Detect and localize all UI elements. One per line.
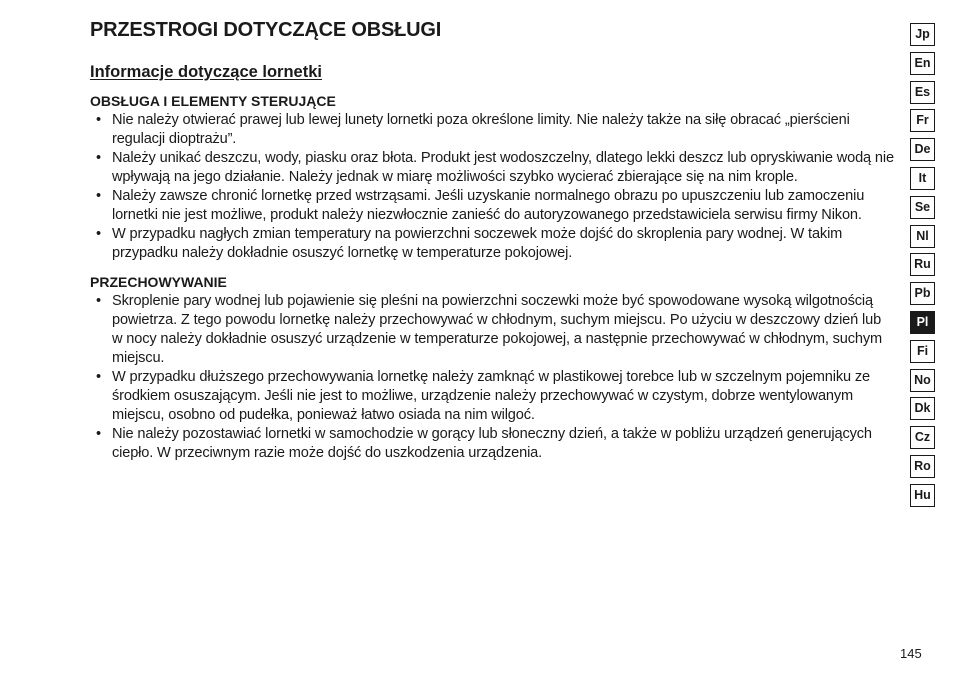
section-heading-storage: PRZECHOWYWANIE	[90, 274, 227, 290]
list-item-text: W przypadku nagłych zmian temperatury na powierzchni soczewek może dojść do skroplenia pary wodnej. W takim przypadku należy dokładnie osuszyć lornetkę w temperaturze pokojowej.	[112, 226, 843, 261]
list-item	[90, 149, 895, 187]
lang-tab-de[interactable]: De	[910, 138, 935, 161]
list-item-text: Należy zawsze chronić lornetkę przed wstrząsami. Jeśli uzyskanie normalnego obrazu po upuszczeniu lub zamoczeniu lornetki nie jest możliwe, produkt należy niezwłocznie zanieść do autoryzowanego przedstawiciela serwisu firmy Nikon.	[112, 188, 865, 223]
list-item-text: Należy unikać deszczu, wody, piasku oraz błota. Produkt jest wodoszczelny, dlatego lekki deszcz lub opryskiwanie wodą nie wpływają na jego działanie. Należy jednak w miarę możliwości szybko wycierać zbierające się na nim krople.	[112, 150, 894, 185]
bullet-icon: •	[96, 426, 101, 442]
bullet-icon: •	[96, 226, 101, 242]
lang-tab-pb[interactable]: Pb	[910, 282, 935, 305]
lang-tab-ru[interactable]: Ru	[910, 253, 935, 276]
lang-tab-hu[interactable]: Hu	[910, 484, 935, 507]
lang-tab-pl[interactable]: Pl	[910, 311, 935, 334]
lang-tab-fr[interactable]: Fr	[910, 109, 935, 132]
lang-tab-nl[interactable]: Nl	[910, 225, 935, 248]
list-item	[90, 425, 895, 463]
list-item-text: Skroplenie pary wodnej lub pojawienie się pleśni na powierzchni soczewki może być spowodowane wysoką wilgotnością powietrza. Z tego powodu lornetkę należy przechowywać w chłodnym, suchym miejscu. Po użyciu w deszczowy dzień lub w nocy należy dokładnie osuszyć urządzenie w temperaturze pokojowej, a następnie przechowywać w chłodnym, suchym miejscu.	[112, 293, 883, 366]
bullet-icon: •	[96, 112, 101, 128]
page-number: 145	[900, 646, 922, 661]
handling-list	[90, 111, 895, 263]
bullet-icon: •	[96, 369, 101, 385]
lang-tab-no[interactable]: No	[910, 369, 935, 392]
list-item-text: W przypadku dłuższego przechowywania lornetkę należy zamknąć w plastikowej torebce lub w szczelnym pojemniku ze środkiem osuszającym. Jeśli nie jest to możliwe, urządzenie należy przechowywać w czystym, dobrze wentylowanym miejscu, osobno od pudełka, ponieważ łatwo osiada na nim wilgoć.	[112, 369, 870, 423]
list-item	[90, 187, 895, 225]
bullet-icon: •	[96, 150, 101, 166]
lang-tab-it[interactable]: It	[910, 167, 935, 190]
bullet-icon: •	[96, 293, 101, 309]
list-item-text: Nie należy pozostawiać lornetki w samochodzie w gorący lub słoneczny dzień, a także w pobliżu urządzeń generujących ciepło. W przeciwnym razie może dojść do uszkodzenia urządzenia.	[112, 426, 872, 461]
list-item	[90, 292, 895, 368]
lang-tab-se[interactable]: Se	[910, 196, 935, 219]
language-tabs	[910, 23, 935, 513]
list-item	[90, 111, 895, 149]
lang-tab-fi[interactable]: Fi	[910, 340, 935, 363]
document-body	[90, 92, 895, 463]
subsection-title: Informacje dotyczące lornetki	[90, 63, 322, 81]
lang-tab-es[interactable]: Es	[910, 81, 935, 104]
lang-tab-ro[interactable]: Ro	[910, 455, 935, 478]
storage-list	[90, 292, 895, 463]
list-item	[90, 368, 895, 425]
lang-tab-jp[interactable]: Jp	[910, 23, 935, 46]
lang-tab-cz[interactable]: Cz	[910, 426, 935, 449]
lang-tab-en[interactable]: En	[910, 52, 935, 75]
list-item-text: Nie należy otwierać prawej lub lewej lunety lornetki poza określone limity. Nie należy także na siłę obracać „pierścieni regulacji dioptrażu”.	[112, 112, 850, 147]
lang-tab-dk[interactable]: Dk	[910, 397, 935, 420]
page-title: PRZESTROGI DOTYCZĄCE OBSŁUGI	[90, 19, 442, 41]
list-item	[90, 225, 895, 263]
section-heading-handling: OBSŁUGA I ELEMENTY STERUJĄCE	[90, 93, 336, 109]
bullet-icon: •	[96, 188, 101, 204]
